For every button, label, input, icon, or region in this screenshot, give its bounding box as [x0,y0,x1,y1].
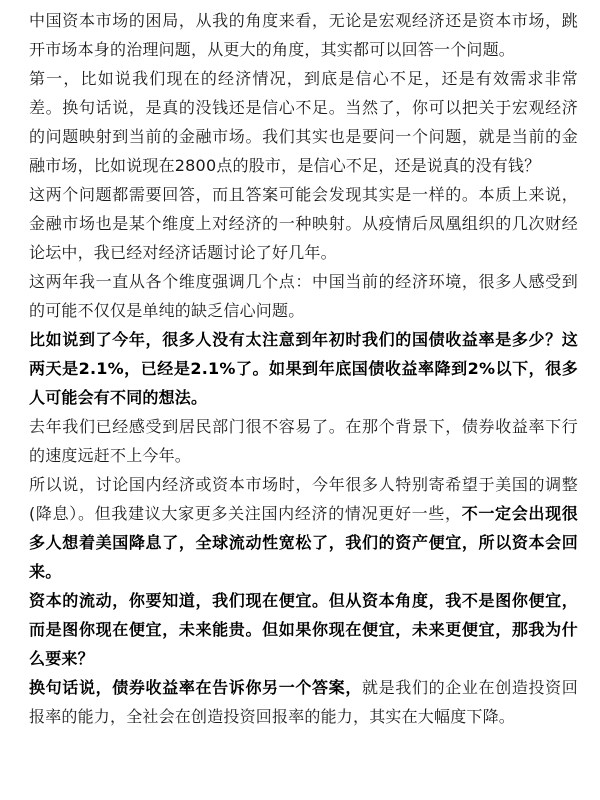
bold-text-segment: 不一定会出现很多人想着美国降息了，全球流动性宽松了，我们的资产便宜，所以资本会回来。 [29,504,578,581]
text-segment: 第一，比如说我们现在的经济情况，到底是信心不足，还是有效需求非常差。换句话说，是真的没钱还是信心不足。当然了，你可以把关于宏观经济的问题映射到当前的金融市场。我们其实也是要问一个问题，就是当前的金融市场，比如说现在2800点的股市，是信心不足，还是说真的没有钱？ [29,69,578,175]
article-paragraph [29,325,578,412]
article-paragraph [29,586,578,673]
text-segment: 就是我们的企业在创造投资回报率的能力，全社会在创造投资回报率的能力，其实在大幅度下降。 [29,678,578,726]
bold-text-segment: 资本的流动，你要知道，我们现在便宜。但从资本角度，我不是图你便宜，而是图你现在便宜，未来能贵。但如果你现在便宜，未来更便宜，那我为什么要来？ [29,591,578,668]
text-segment: 去年我们已经感受到居民部门很不容易了。在那个背景下，债券收益率下行的速度远赶不上今年。 [29,417,578,465]
text-segment: 中国资本市场的困局，从我的角度来看，无论是宏观经济还是资本市场，跳开市场本身的治理问题，从更大的角度，其实都可以回答一个问题。 [29,11,578,59]
text-segment: 所以说，讨论国内经济或资本市场时，今年很多人特别寄希望于美国的调整(降息）。但我建议大家更多关注国内经济的情况更好一些， [29,475,578,523]
article-paragraph [29,470,578,586]
bold-text-segment: 换句话说，债券收益率在告诉你另一个答案， [29,678,362,697]
article-paragraph [29,267,578,325]
text-segment: 这两年我一直从各个维度强调几个点：中国当前的经济环境，很多人感受到的可能不仅仅是单纯的缺乏信心问题。 [29,272,578,320]
text-segment: 这两个问题都需要回答，而且答案可能会发现其实是一样的。本质上来说，金融市场也是某个维度上对经济的一种映射。从疫情后凤凰组织的几次财经论坛中，我已经对经济话题讨论了好几年。 [29,185,578,262]
article-paragraph [29,64,578,180]
bold-text-segment: 比如说到了今年，很多人没有太注意到年初时我们的国债收益率是多少？这两天是2.1%，已经是2.1%了。如果到年底国债收益率降到2%以下，很多人可能会有不同的想法。 [29,330,578,407]
article-paragraph [29,412,578,470]
article-paragraph [29,6,578,64]
article-paragraph [29,180,578,267]
article-paragraph [29,673,578,731]
